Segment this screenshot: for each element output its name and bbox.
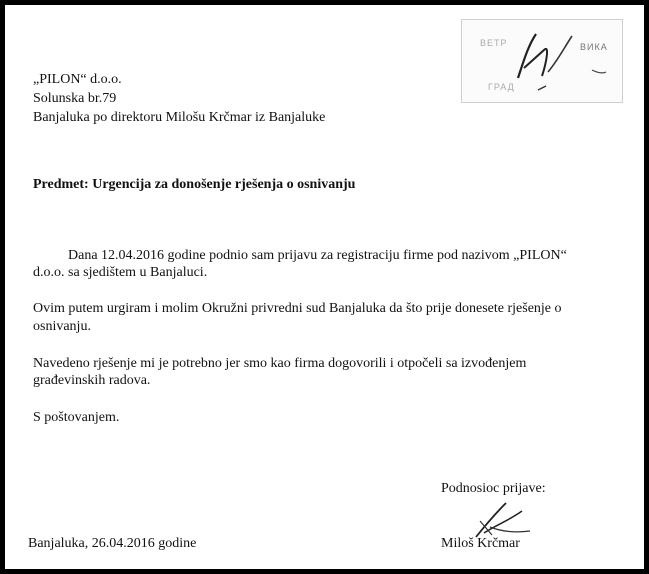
applicant-label: Podnosioc prijave: [441,481,546,496]
place-and-date: Banjaluka, 26.04.2016 godine [28,536,197,551]
stamp-text-1: ВЕТР [480,38,508,48]
stamp-handwriting [462,20,622,102]
subject-line: Predmet: Urgencija za donošenje rješenja o osnivanju [33,177,356,192]
registry-stamp [461,19,623,103]
stamp-text-3: ГРАД [488,82,515,92]
paragraph-1-line-2: d.o.o. sa sjedištem u Banjaluci. [33,265,208,280]
paragraph-3-line-2: građevinskih radova. [33,373,151,388]
paragraph-1-line-1: Dana 12.04.2016 godine podnio sam prijavu za registraciju firme pod nazivom „PILON“ [68,248,567,263]
paragraph-3-line-1: Navedeno rješenje mi je potrebno jer smo kao firma dogovorili i otpočeli sa izvođenjem [33,356,527,371]
closing-line: S poštovanjem. [33,410,120,425]
sender-street: Solunska br.79 [33,91,117,106]
document-page [5,5,644,569]
sender-company: „PILON“ d.o.o. [33,72,122,87]
paragraph-2-line-2: osnivanju. [33,319,91,334]
applicant-name: Miloš Krčmar [441,536,520,551]
paragraph-2-line-1: Ovim putem urgiram i molim Okružni privredni sud Banjaluka da što prije donesete rješenje o [33,301,562,316]
stamp-text-2: ВИКА [580,42,608,52]
sender-city-line: Banjaluka po direktoru Milošu Krčmar iz Banjaluke [33,110,326,125]
